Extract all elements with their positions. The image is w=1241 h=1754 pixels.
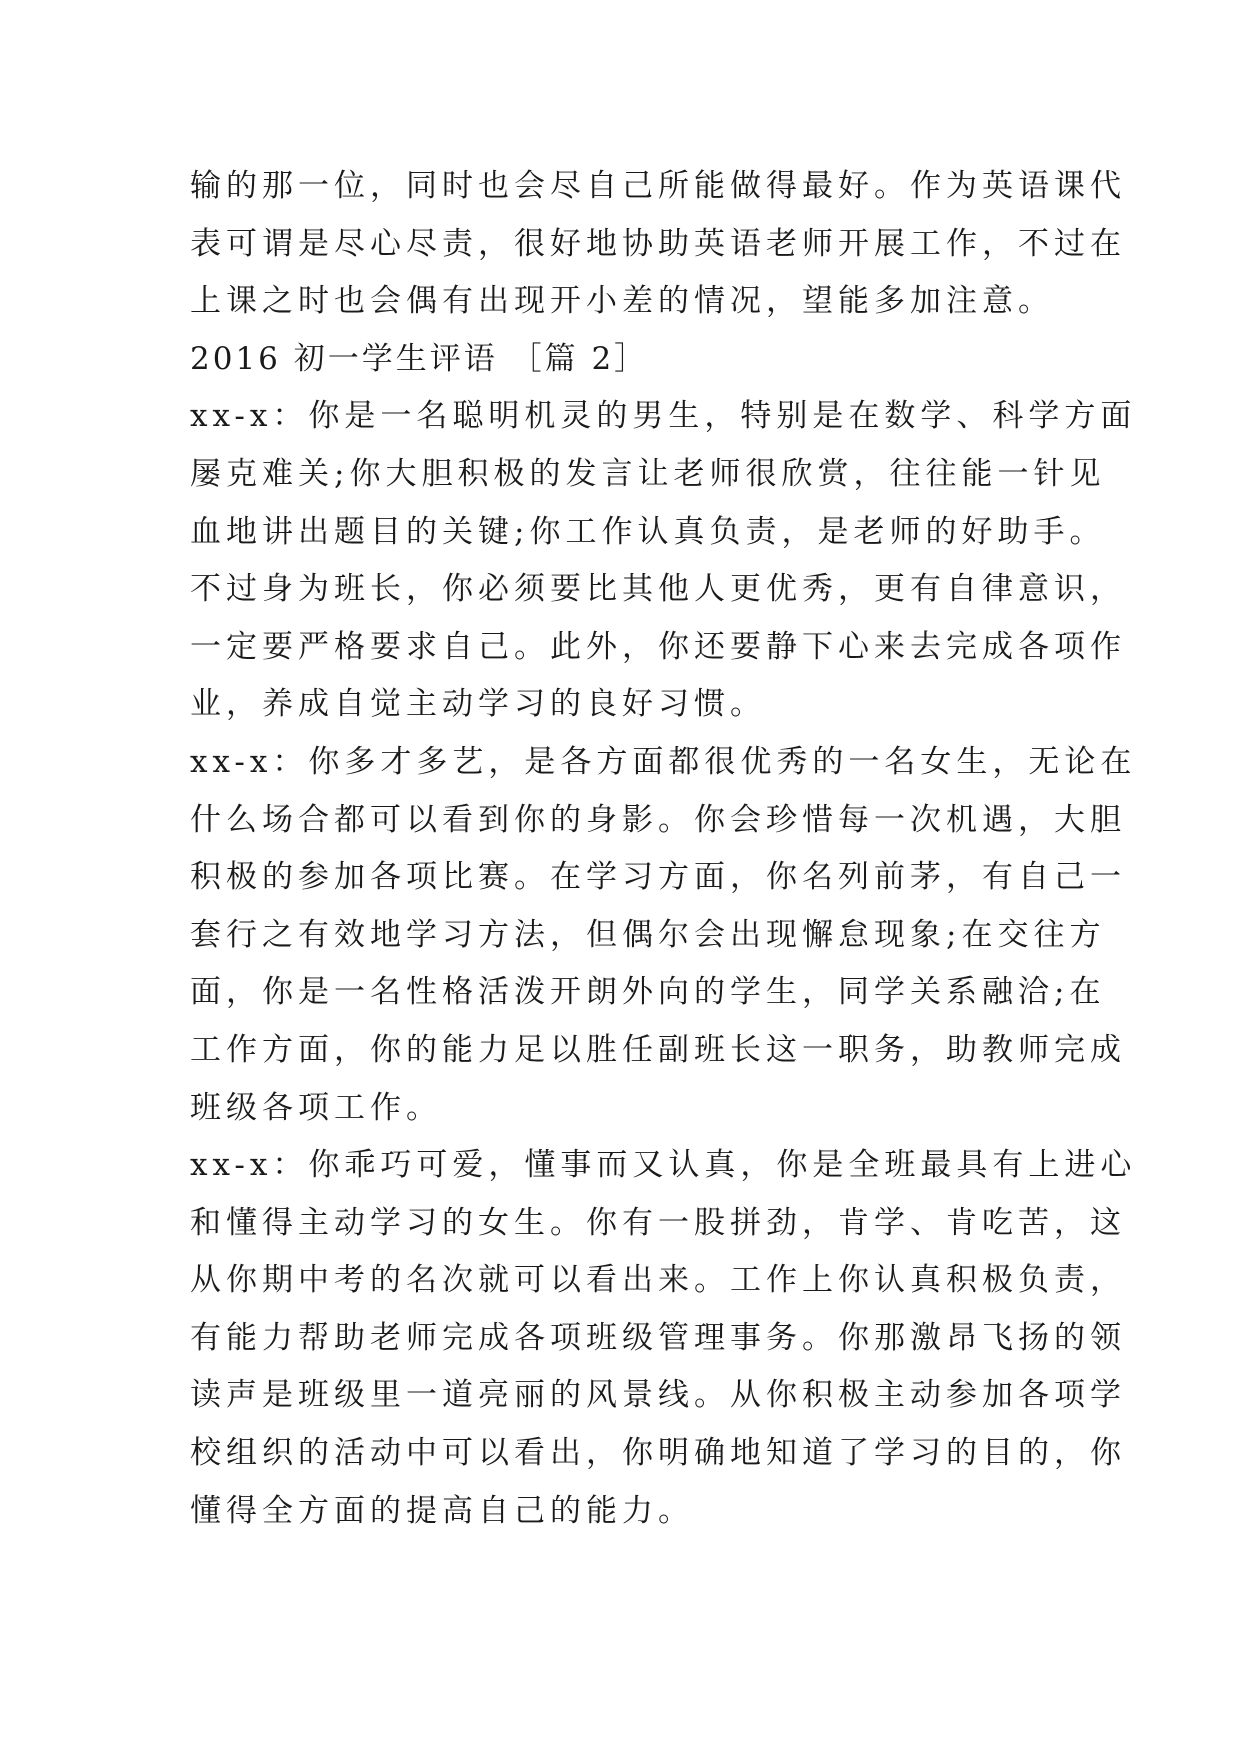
text-line: 有能力帮助老师完成各项班级管理事务。你那激昂飞扬的领 [190, 1319, 1126, 1356]
text-line: 读声是班级里一道亮丽的风景线。从你积极主动参加各项学 [190, 1377, 1126, 1414]
text-line: 校组织的活动中可以看出，你明确地知道了学习的目的，你 [190, 1435, 1126, 1472]
text-line: 血地讲出题目的关键;你工作认真负责，是老师的好助手。 [190, 513, 1106, 550]
text-line: 积极的参加各项比赛。在学习方面，你名列前茅，有自己一 [190, 859, 1126, 896]
text-line: 业，养成自觉主动学习的良好习惯。 [190, 686, 766, 723]
text-line: 班级各项工作。 [190, 1089, 442, 1126]
text-line: 从你期中考的名次就可以看出来。工作上你认真积极负责， [190, 1262, 1126, 1299]
section-heading: 2016 初一学生评语 ［篇 2］ [190, 340, 649, 377]
text-line: xx-x：你多才多艺，是各方面都很优秀的一名女生，无论在 [190, 743, 1137, 780]
text-line: 不过身为班长，你必须要比其他人更优秀，更有自律意识， [190, 571, 1126, 608]
text-line: 懂得全方面的提高自己的能力。 [190, 1492, 694, 1529]
text-line: 套行之有效地学习方法，但偶尔会出现懈怠现象;在交往方 [190, 916, 1106, 953]
text-line: 表可谓是尽心尽责，很好地协助英语老师开展工作，不过在 [190, 225, 1126, 262]
text-line: 和懂得主动学习的女生。你有一股拼劲，肯学、肯吃苦，这 [190, 1204, 1126, 1241]
text-line: xx-x：你乖巧可爱，懂事而又认真，你是全班最具有上进心 [190, 1147, 1137, 1184]
text-line: 上课之时也会偶有出现开小差的情况，望能多加注意。 [190, 283, 1054, 320]
text-line: 面，你是一名性格活泼开朗外向的学生，同学关系融洽;在 [190, 974, 1106, 1011]
text-line: 一定要严格要求自己。此外，你还要静下心来去完成各项作 [190, 628, 1126, 665]
text-line: xx-x：你是一名聪明机灵的男生，特别是在数学、科学方面 [190, 398, 1137, 435]
text-line: 什么场合都可以看到你的身影。你会珍惜每一次机遇，大胆 [190, 801, 1126, 838]
body-text [190, 158, 1137, 1540]
text-line: 输的那一位，同时也会尽自己所能做得最好。作为英语课代 [190, 168, 1126, 204]
text-line: 屡克难关;你大胆积极的发言让老师很欣赏，往往能一针见 [190, 455, 1106, 492]
text-line: 工作方面，你的能力足以胜任副班长这一职务，助教师完成 [190, 1031, 1126, 1068]
